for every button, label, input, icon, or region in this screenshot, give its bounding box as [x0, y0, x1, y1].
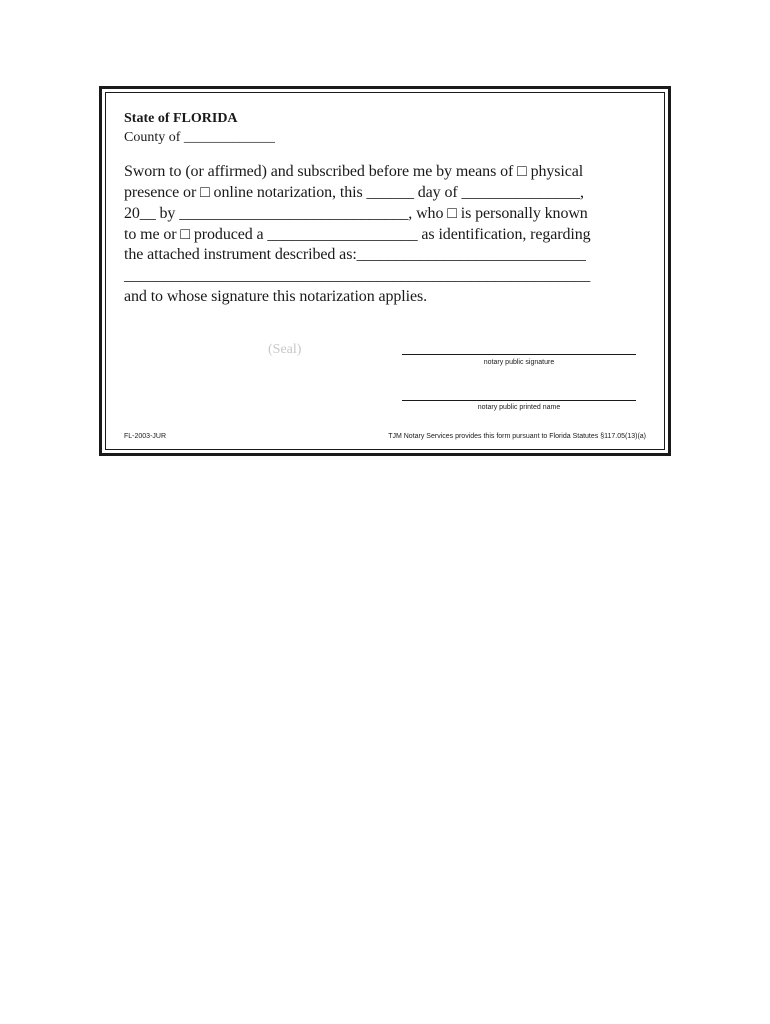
jurat-text-line-4: to me or □ produced a ___________________ as identification, regarding: [124, 226, 591, 243]
county-line: County of _____________: [124, 130, 275, 145]
jurat-text-line-7: and to whose signature this notarization applies.: [124, 288, 428, 305]
jurat-text-line-6: ___________________________________________________________: [124, 267, 591, 284]
state-heading: State of FLORIDA: [124, 111, 238, 126]
jurat-text-line-3: 20__ by _____________________________, who □ is personally known: [124, 205, 588, 222]
seal-placeholder: (Seal): [268, 342, 302, 357]
statute-footer-note: TJM Notary Services provides this form pursuant to Florida Statutes §117.05(13)(a): [388, 433, 646, 440]
notary-printed-name-line: [402, 388, 636, 401]
jurat-text-line-1: Sworn to (or affirmed) and subscribed before me by means of □ physical: [124, 163, 584, 180]
notary-printed-name-caption: notary public printed name: [477, 404, 561, 411]
jurat-text-line-2: presence or □ online notarization, this ______ day of _______________,: [124, 184, 584, 201]
notary-signature-caption: notary public signature: [483, 359, 555, 366]
notary-signature-line: [402, 342, 636, 355]
form-id: FL-2003-JUR: [124, 433, 167, 440]
jurat-text-line-5: the attached instrument described as:_____________________________: [124, 246, 586, 263]
